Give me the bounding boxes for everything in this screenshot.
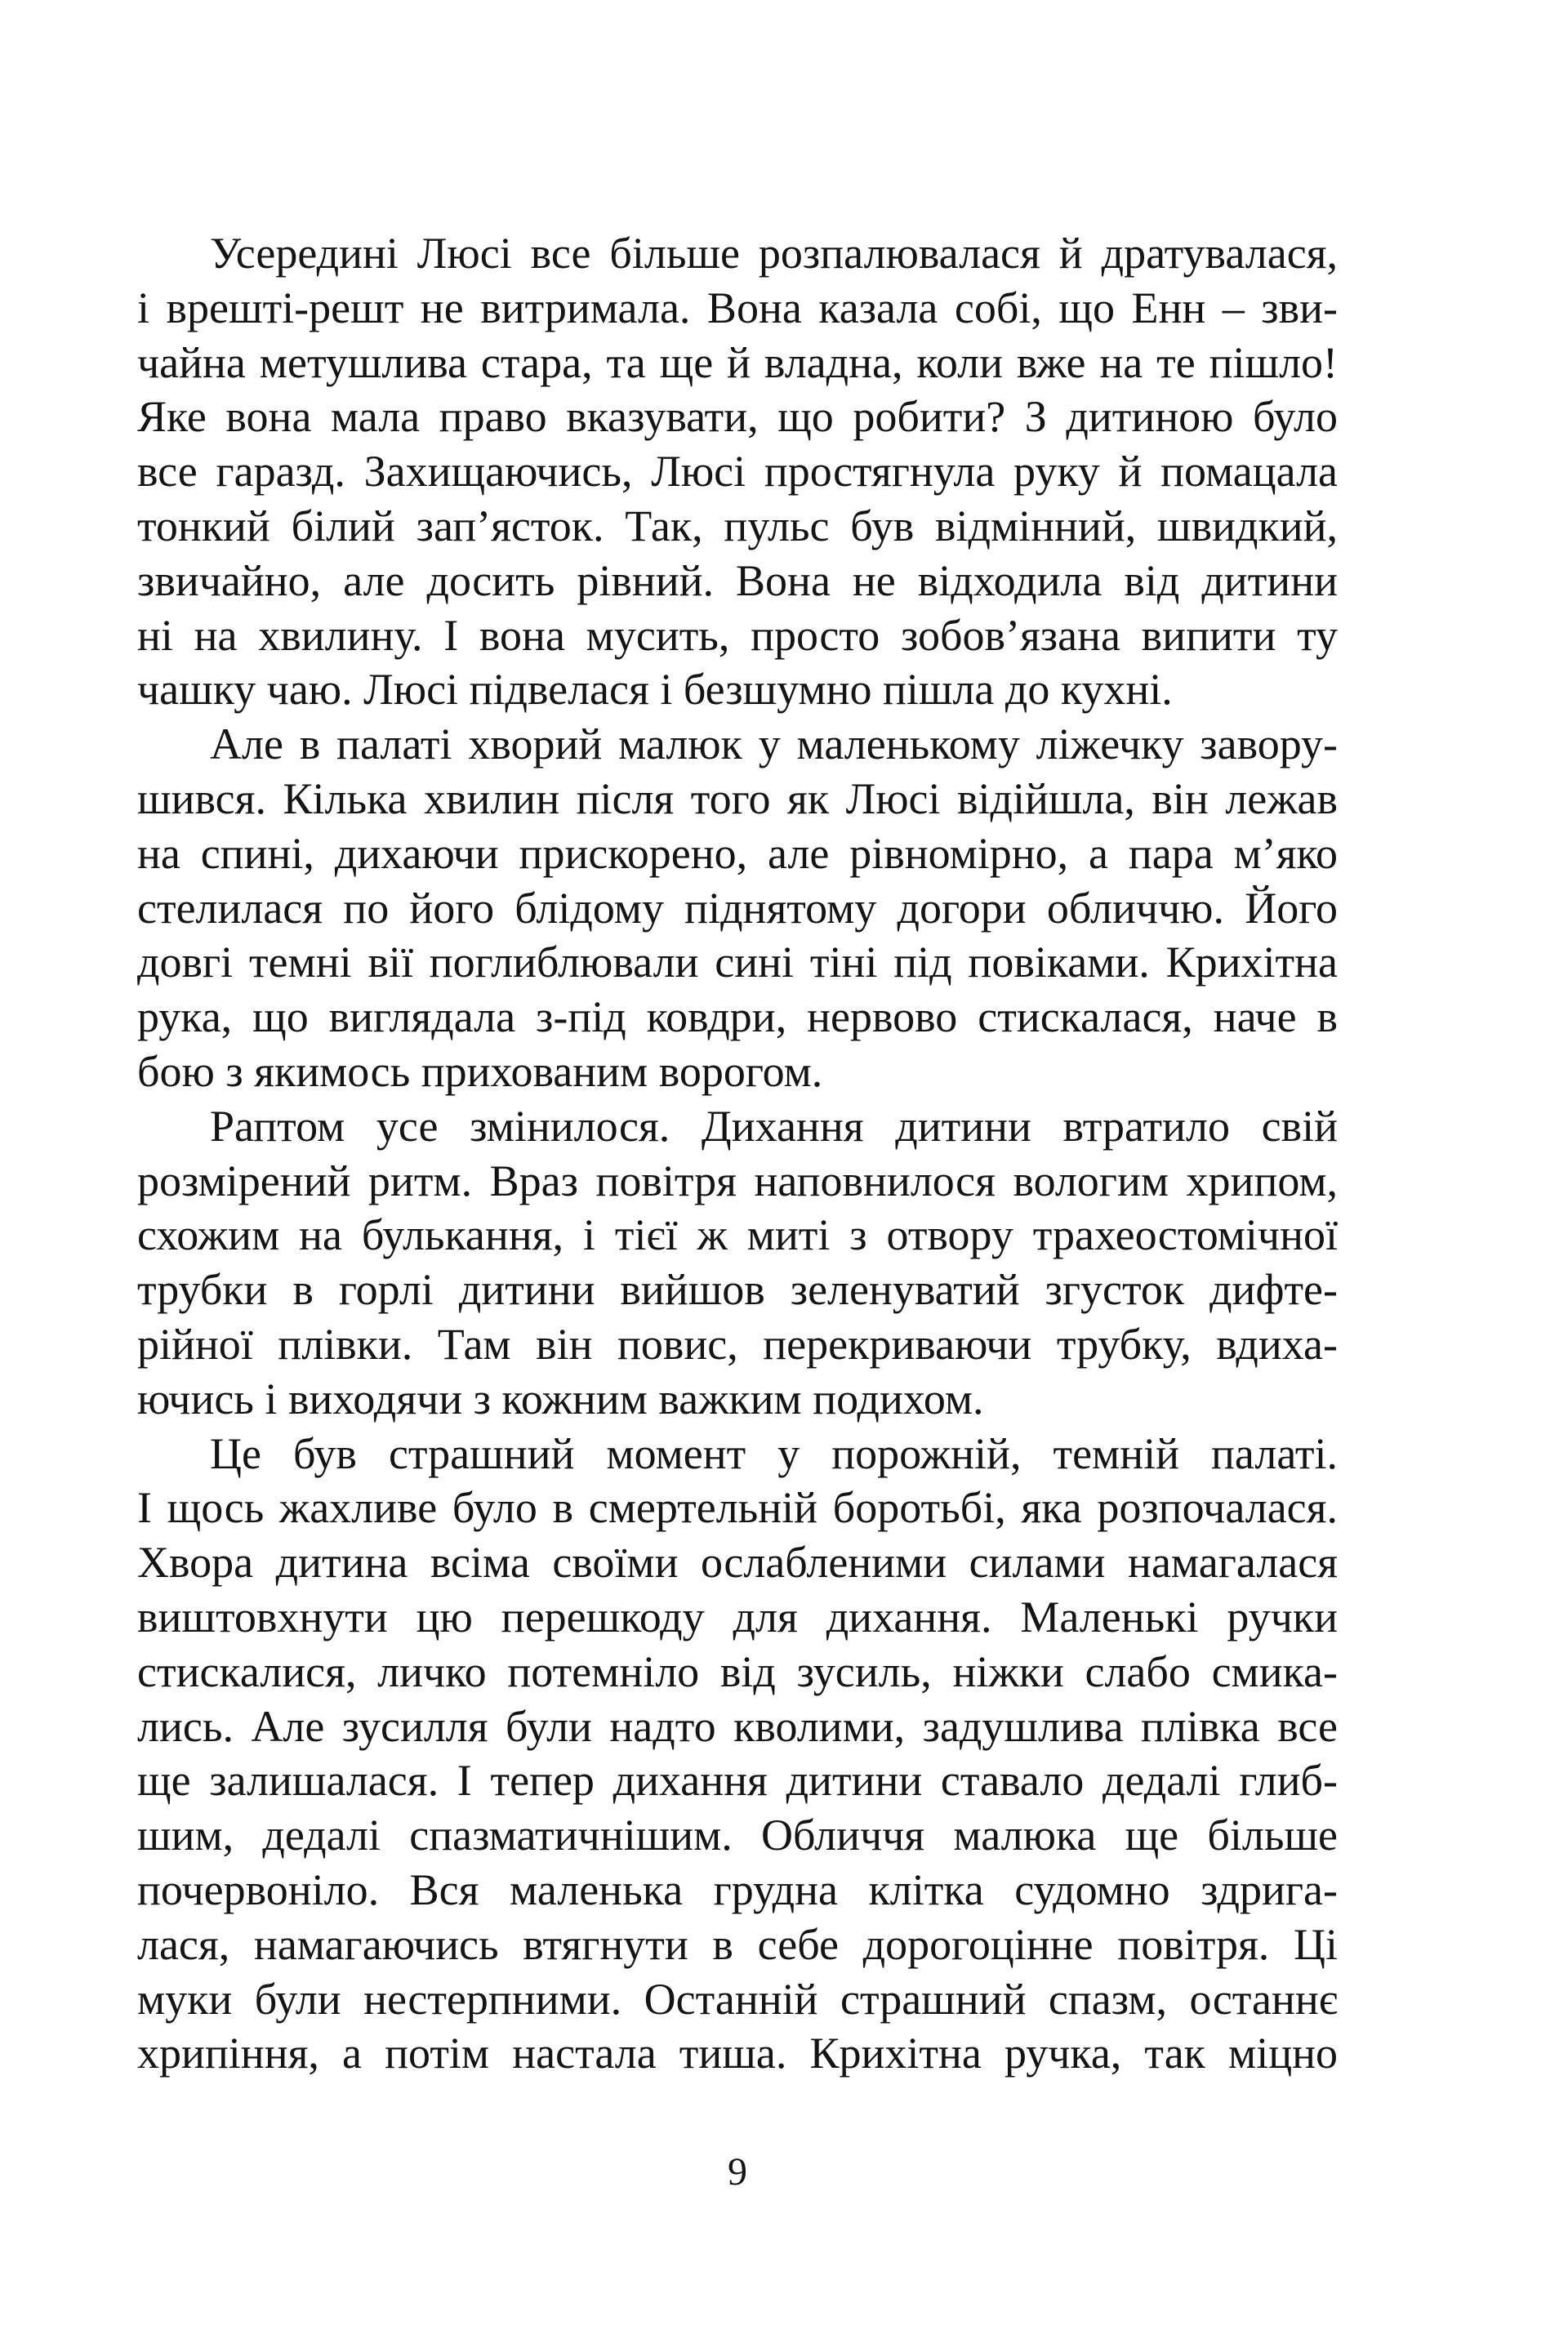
paragraph-1: [137, 226, 1338, 717]
text-line: стелилася по його блідому піднятому догори обличчю. Його: [137, 883, 1338, 933]
text-line: рійної плівки. Там він повис, перекриваючи трубку, вдиха-: [137, 1319, 1338, 1369]
text-line: шився. Кілька хвилин після того як Люсі відійшла, він лежав: [137, 773, 1338, 823]
text-line: лись. Але зусилля були надто кволими, задушлива плівка все: [137, 1701, 1338, 1751]
text-line: трубки в горлі дитини вийшов зеленуватий згусток дифте-: [137, 1265, 1338, 1315]
text-line: лася, намагаючись втягнути в себе дорогоцінне повітря. Ці: [137, 1919, 1338, 1969]
text-line: Раптом усе змінилося. Дихання дитини втратило свій: [210, 1101, 1338, 1151]
body-text: [137, 226, 1338, 2081]
text-line: Хвора дитина всіма своїми ослабленими силами намагалася: [137, 1538, 1338, 1588]
text-line: довгі темні вії поглиблювали сині тіні під повіками. Крихітна: [137, 938, 1338, 987]
text-line: Яке вона мала право вказувати, що робити? З дитиною було: [137, 392, 1338, 442]
text-line: шим, дедалі спазматичнішим. Обличчя малюка ще більше: [137, 1811, 1338, 1860]
paragraph-3: [137, 1099, 1338, 1427]
text-line: муки були нестерпними. Останній страшний спазм, останнє: [137, 1974, 1338, 2024]
text-line: стискалися, личко потемніло від зусиль, ніжки слабо смика-: [137, 1646, 1338, 1696]
paragraph-4: [137, 1427, 1338, 2082]
text-line: рука, що виглядала з-під ковдри, нервово стискалася, наче в: [137, 992, 1338, 1042]
text-line: хрипіння, а потім настала тиша. Крихітна ручка, так міцно: [137, 2029, 1338, 2078]
text-line: чашку чаю. Люсі підвелася і безшумно пішла до кухні.: [137, 665, 1173, 715]
text-line: І щось жахливе було в смертельній боротьбі, яка розпочалася.: [137, 1483, 1338, 1533]
text-line: звичайно, але досить рівний. Вона не відходила від дитини: [137, 555, 1338, 605]
text-line: ні на хвилину. І вона мусить, просто зобов’язана випити ту: [137, 610, 1338, 660]
text-line: Усередині Люсі все більше розпалювалася й дратувалася,: [210, 229, 1338, 278]
text-line: все гаразд. Захищаючись, Люсі простягнула руку й помацала: [137, 447, 1338, 497]
text-line: схожим на булькання, і тієї ж миті з отвору трахеостомічної: [137, 1210, 1338, 1260]
text-line: Це був страшний момент у порожній, темній палаті.: [210, 1428, 1338, 1478]
text-line: Але в палаті хворий малюк у маленькому ліжечку завору-: [210, 719, 1338, 769]
page-number: 9: [728, 2150, 747, 2194]
text-line: на спині, дихаючи прискорено, але рівномірно, а пара м’яко: [137, 828, 1338, 878]
text-line: почервоніло. Вся маленька грудна клітка судомно здрига-: [137, 1864, 1338, 1914]
text-line: чайна метушлива стара, та ще й владна, коли вже на те пішло!: [137, 337, 1338, 387]
text-line: і врешті-решт не витримала. Вона казала собі, що Енн – зви-: [137, 283, 1338, 332]
text-line: виштовхнути цю перешкоду для дихання. Маленькі ручки: [137, 1592, 1338, 1642]
text-line: ще залишалася. І тепер дихання дитини ставало дедалі глиб-: [137, 1756, 1338, 1806]
paragraph-2: [137, 717, 1338, 1099]
text-line: тонкий білий зап’ясток. Так, пульс був відмінний, швидкий,: [137, 501, 1338, 550]
text-line: бою з якимось прихованим ворогом.: [137, 1046, 823, 1096]
text-line: ючись і виходячи з кожним важким подихом.: [137, 1374, 984, 1423]
text-line: розмірений ритм. Враз повітря наповнилося вологим хрипом,: [137, 1156, 1338, 1205]
